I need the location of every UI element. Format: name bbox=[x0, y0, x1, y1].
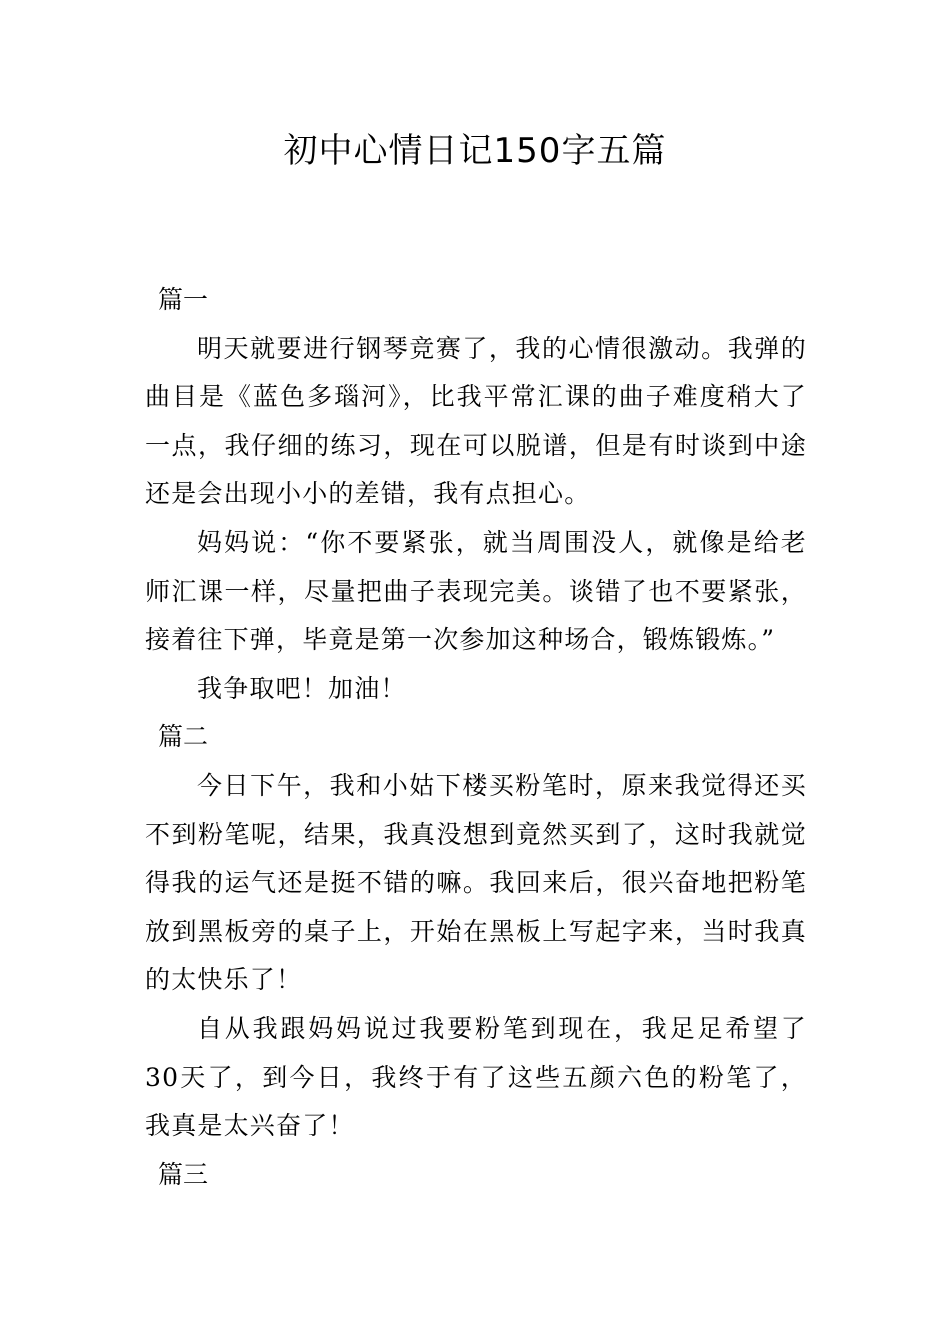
document-body bbox=[145, 276, 807, 1199]
section-heading: 篇三 bbox=[158, 1159, 209, 1189]
section-heading: 篇一 bbox=[158, 285, 209, 314]
paragraph: 自从我跟妈妈说过我要粉笔到现在，我足足希望了 30天了，到今日，我终于有了这些五颜六色的粉笔了，我真是太兴奋了！ bbox=[145, 1013, 807, 1141]
paragraph: 今日下午，我和小姑下楼买粉笔时，原来我觉得还买不到粉笔呢，结果，我真没想到竟然买到了，这时我就觉得我的运气还是挺不错的嘛。我回来后，很兴奋地把粉笔放到黑板旁的桌子上，开始在黑板上写起字来，当时我真的太快乐了！ bbox=[145, 770, 807, 995]
paragraph: 我争取吧！加油！ bbox=[197, 673, 407, 703]
section-heading: 篇二 bbox=[158, 722, 209, 752]
paragraph: 妈妈说：“你不要紧张，就当周围没人，就像是给老师汇课一样，尽量把曲子表现完美。谈错了也不要紧张，接着往下弹，毕竟是第一次参加这种场合，锻炼锻炼。” bbox=[145, 527, 807, 655]
paragraph: 明天就要进行钢琴竞赛了，我的心情很激动。我弹的曲目是《蓝色多瑙河》，比我平常汇课的曲子难度稍大了一点，我仔细的练习，现在可以脱谱，但是有时谈到中途还是会出现小小的差错，我有点担心。 bbox=[145, 333, 807, 509]
document-title: 初中心情日记150字五篇 bbox=[283, 131, 667, 171]
